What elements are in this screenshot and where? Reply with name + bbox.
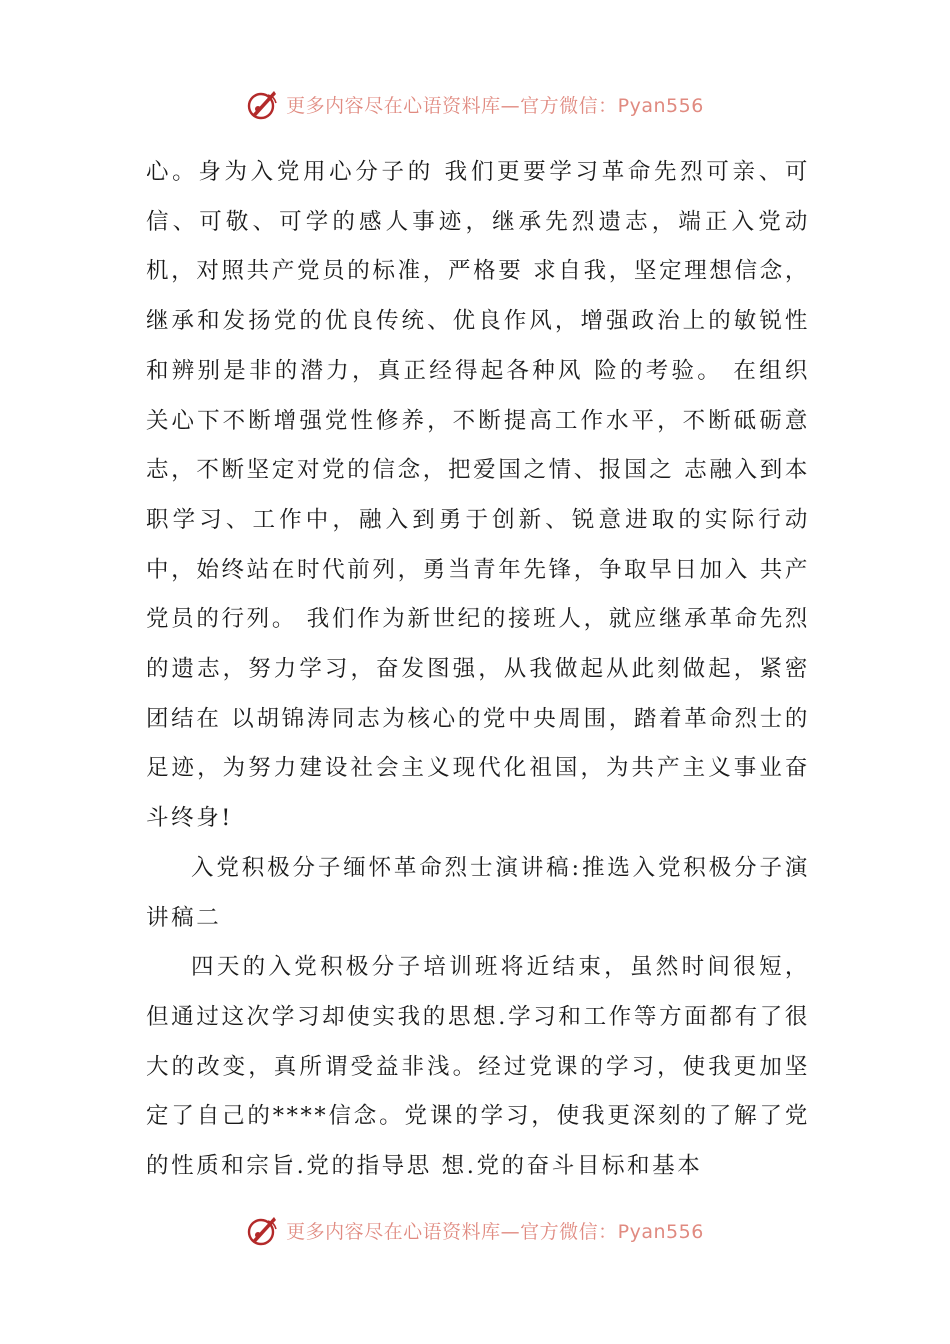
body-paragraph-2: 四天的入党积极分子培训班将近结束，虽然时间很短，但通过这次学习却使实我的思想.学习和工作等方面都有了很 大的改变，真所谓受益非浅。经过党课的学习，使我更加坚定了自己的****信念。党课的学习，使我更深刻的了解了党的性质和宗旨.党的指导思 想.党的奋斗目标和基本 [146,954,810,1180]
section-heading: 入党积极分子缅怀革命烈士演讲稿:推选入党积极分子演讲稿二 [146,854,810,931]
watermark-footer [0,1208,950,1252]
quill-pen-logo-icon [246,1213,280,1247]
document-body [146,148,810,1192]
watermark-text: 更多内容尽在心语资料库—官方微信：Pyan556 [286,1220,704,1243]
quill-pen-logo-icon [246,87,280,121]
watermark-text: 更多内容尽在心语资料库—官方微信：Pyan556 [286,94,704,117]
watermark-header [0,82,950,126]
body-paragraph-1: 心。身为入党用心分子的 我们更要学习革命先烈可亲、可信、可敬、可学的感人事迹，继承先烈遗志，端正入党动机，对照共产党员的标准，严格要 求自我，坚定理想信念，继承和发扬党的优良传统、优良作风，增强政治上的敏锐性和辨别是非的潜力，真正经得起各种风 险的考验。 在组织关心下不断增强党性修养，不断提高工作水平，不断砥砺意志，不断坚定对党的信念，把爱国之情、报国之 志融入到本职学习、工作中，融入到勇于创新、锐意进取的实际行动中，始终站在时代前列，勇当青年先锋，争取早日加入 共产党员的行列。 我们作为新世纪的接班人，就应继承革命先烈的遗志，努力学习，奋发图强，从我做起从此刻做起，紧密团结在 以胡锦涛同志为核心的党中央周围，踏着革命烈士的足迹，为努力建设社会主义现代化祖国，为共产主义事业奋斗终身! [146,159,810,832]
